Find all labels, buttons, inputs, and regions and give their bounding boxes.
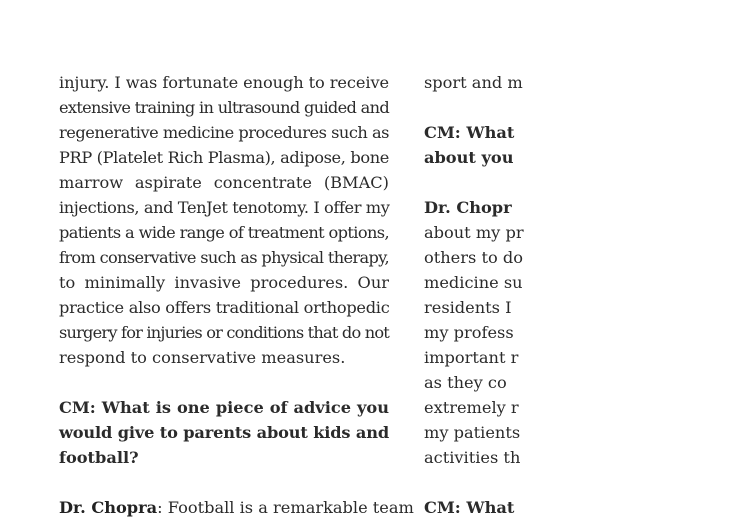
text-line: PRP (Platelet Rich Plasma), adipose, bone bbox=[59, 148, 389, 167]
question-line: CM: What bbox=[424, 498, 515, 517]
answer-speaker: Dr. Chopra bbox=[59, 498, 158, 517]
text-line: injury. I was fortunate enough to receive bbox=[59, 73, 389, 92]
question-line: about you bbox=[424, 148, 514, 167]
text-line: sport and m bbox=[424, 73, 523, 92]
text-line: others to do bbox=[424, 248, 523, 267]
text-line: important r bbox=[424, 348, 519, 367]
right-column bbox=[424, 70, 754, 520]
text-line: practice also offers traditional orthopedic bbox=[59, 298, 390, 317]
text-line: medicine su bbox=[424, 273, 523, 292]
text-line: marrow aspirate concentrate (BMAC) bbox=[59, 173, 389, 192]
text-line: activities th bbox=[424, 448, 521, 467]
question-line: CM: What is one piece of advice you bbox=[59, 398, 389, 417]
text-line: regenerative medicine procedures such as bbox=[59, 123, 389, 142]
text-line: from conservative such as physical therapy, bbox=[59, 248, 389, 267]
text-line: my patients bbox=[424, 423, 521, 442]
text-line: to minimally invasive procedures. Our bbox=[59, 273, 389, 292]
paragraph-gap bbox=[59, 370, 389, 395]
question-line: CM: What bbox=[424, 123, 515, 142]
text-line: extensive training in ultrasound guided and bbox=[59, 98, 389, 117]
question-line: football? bbox=[59, 448, 139, 467]
paragraph-gap bbox=[424, 170, 754, 195]
answer-speaker: Dr. Chopr bbox=[424, 198, 512, 217]
text-line: as they co bbox=[424, 373, 507, 392]
text-line: surgery for injuries or conditions that do not bbox=[59, 323, 389, 342]
answer-line bbox=[59, 495, 414, 520]
paragraph-gap bbox=[424, 470, 754, 495]
paragraph-treatment-options bbox=[59, 70, 389, 370]
text-line: my profess bbox=[424, 323, 514, 342]
text-line: residents I bbox=[424, 298, 512, 317]
paragraph-gap bbox=[59, 470, 389, 495]
interview-question bbox=[59, 395, 389, 470]
text-line: respond to conservative measures. bbox=[59, 348, 346, 367]
answer-text: : Football is a remarkable team bbox=[157, 498, 414, 517]
text-line: injections, and TenJet tenotomy. I offer my bbox=[59, 198, 390, 217]
paragraph-gap bbox=[424, 95, 754, 120]
text-line: about my pr bbox=[424, 223, 524, 242]
left-column bbox=[59, 70, 414, 520]
text-line: patients a wide range of treatment options, bbox=[59, 223, 389, 242]
question-line: would give to parents about kids and bbox=[59, 423, 389, 442]
text-line: extremely r bbox=[424, 398, 519, 417]
